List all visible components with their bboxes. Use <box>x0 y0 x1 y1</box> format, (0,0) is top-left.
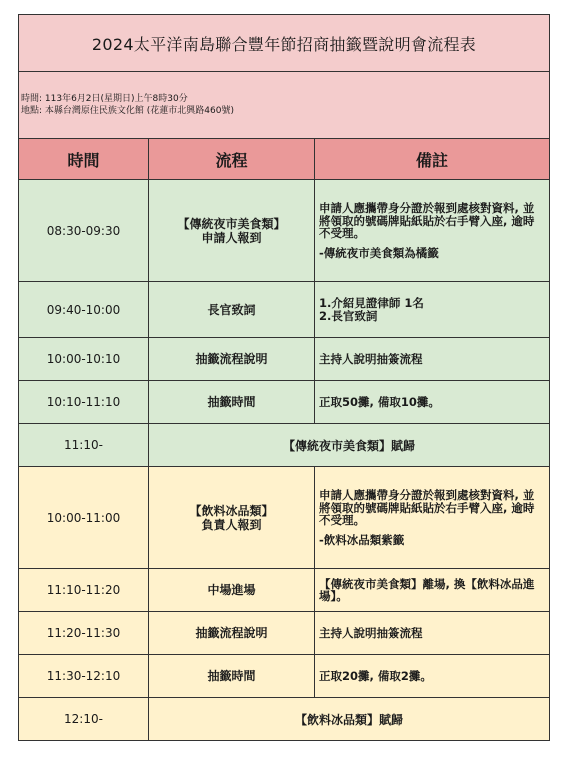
row-note-line: -飲料冰品類紫籤 <box>319 532 405 547</box>
table-row <box>19 381 550 424</box>
header-flow: 流程 <box>149 139 315 180</box>
row-time: 12:10- <box>19 698 149 741</box>
row-time: 11:20-11:30 <box>19 612 149 655</box>
row-flow-line: 申請人報到 <box>201 230 262 245</box>
row-flow: 抽籤時間 <box>149 381 315 424</box>
row-flow <box>149 467 315 569</box>
row-note: 正取50攤, 備取10攤。 <box>315 381 550 424</box>
row-time: 08:30-09:30 <box>19 180 149 282</box>
row-flow-line: 負責人報到 <box>201 517 262 532</box>
row-note-line: 2.長官致詞 <box>319 308 378 323</box>
row-note-line: 申請人應攜帶身分證於報到處核對資料, 並將領取的號碼牌貼紙貼於右手臂入座, 逾時不受理。 <box>319 201 535 240</box>
table-row <box>19 569 550 612</box>
row-flow: 中場進場 <box>149 569 315 612</box>
row-time: 10:00-11:00 <box>19 467 149 569</box>
row-flow <box>149 180 315 282</box>
row-time: 11:10-11:20 <box>19 569 149 612</box>
table-row <box>19 467 550 569</box>
table-row <box>19 698 550 741</box>
row-flow: 抽籤流程說明 <box>149 612 315 655</box>
schedule-table <box>18 14 550 741</box>
row-time: 10:00-10:10 <box>19 338 149 381</box>
row-flow: 抽籤流程說明 <box>149 338 315 381</box>
row-note: 主持人說明抽簽流程 <box>315 338 550 381</box>
event-info <box>19 72 550 139</box>
row-note <box>315 467 550 569</box>
row-time: 09:40-10:00 <box>19 282 149 338</box>
table-row <box>19 282 550 338</box>
row-return-note: 【飲料冰品類】賦歸 <box>149 698 550 741</box>
row-note: 主持人說明抽簽流程 <box>315 612 550 655</box>
row-flow: 長官致詞 <box>149 282 315 338</box>
row-time: 11:30-12:10 <box>19 655 149 698</box>
table-row <box>19 338 550 381</box>
row-note-line: 申請人應攜帶身分證於報到處核對資料, 並將領取的號碼牌貼紙貼於右手臂入座, 逾時不受理。 <box>319 488 535 527</box>
row-flow: 抽籤時間 <box>149 655 315 698</box>
row-return-note: 【傳統夜市美食類】賦歸 <box>149 424 550 467</box>
table-row <box>19 180 550 282</box>
header-note: 備註 <box>315 139 550 180</box>
row-time: 11:10- <box>19 424 149 467</box>
header-time: 時間 <box>19 139 149 180</box>
event-time: 時間: 113年6月2日(星期日)上午8時30分 <box>21 94 188 104</box>
row-flow-line: 【傳統夜市美食類】 <box>177 216 286 231</box>
row-note-line: 1.介紹見證律師 1名 <box>319 296 424 310</box>
row-note <box>315 282 550 338</box>
row-time: 10:10-11:10 <box>19 381 149 424</box>
table-row <box>19 612 550 655</box>
event-place: 地點: 本縣台灣原住民族文化館 (花蓮市北興路460號) <box>21 106 234 116</box>
row-flow-line: 【飲料冰品類】 <box>189 503 274 518</box>
row-note: 正取20攤, 備取2攤。 <box>315 655 550 698</box>
document-title: 2024太平洋南島聯合豐年節招商抽籤暨說明會流程表 <box>19 15 550 72</box>
row-note-line: -傳統夜市美食類為橘籤 <box>319 245 439 260</box>
table-row <box>19 424 550 467</box>
table-row <box>19 655 550 698</box>
row-note <box>315 180 550 282</box>
row-note: 【傳統夜市美食類】離場, 換【飲料冰品進場】。 <box>315 569 550 612</box>
